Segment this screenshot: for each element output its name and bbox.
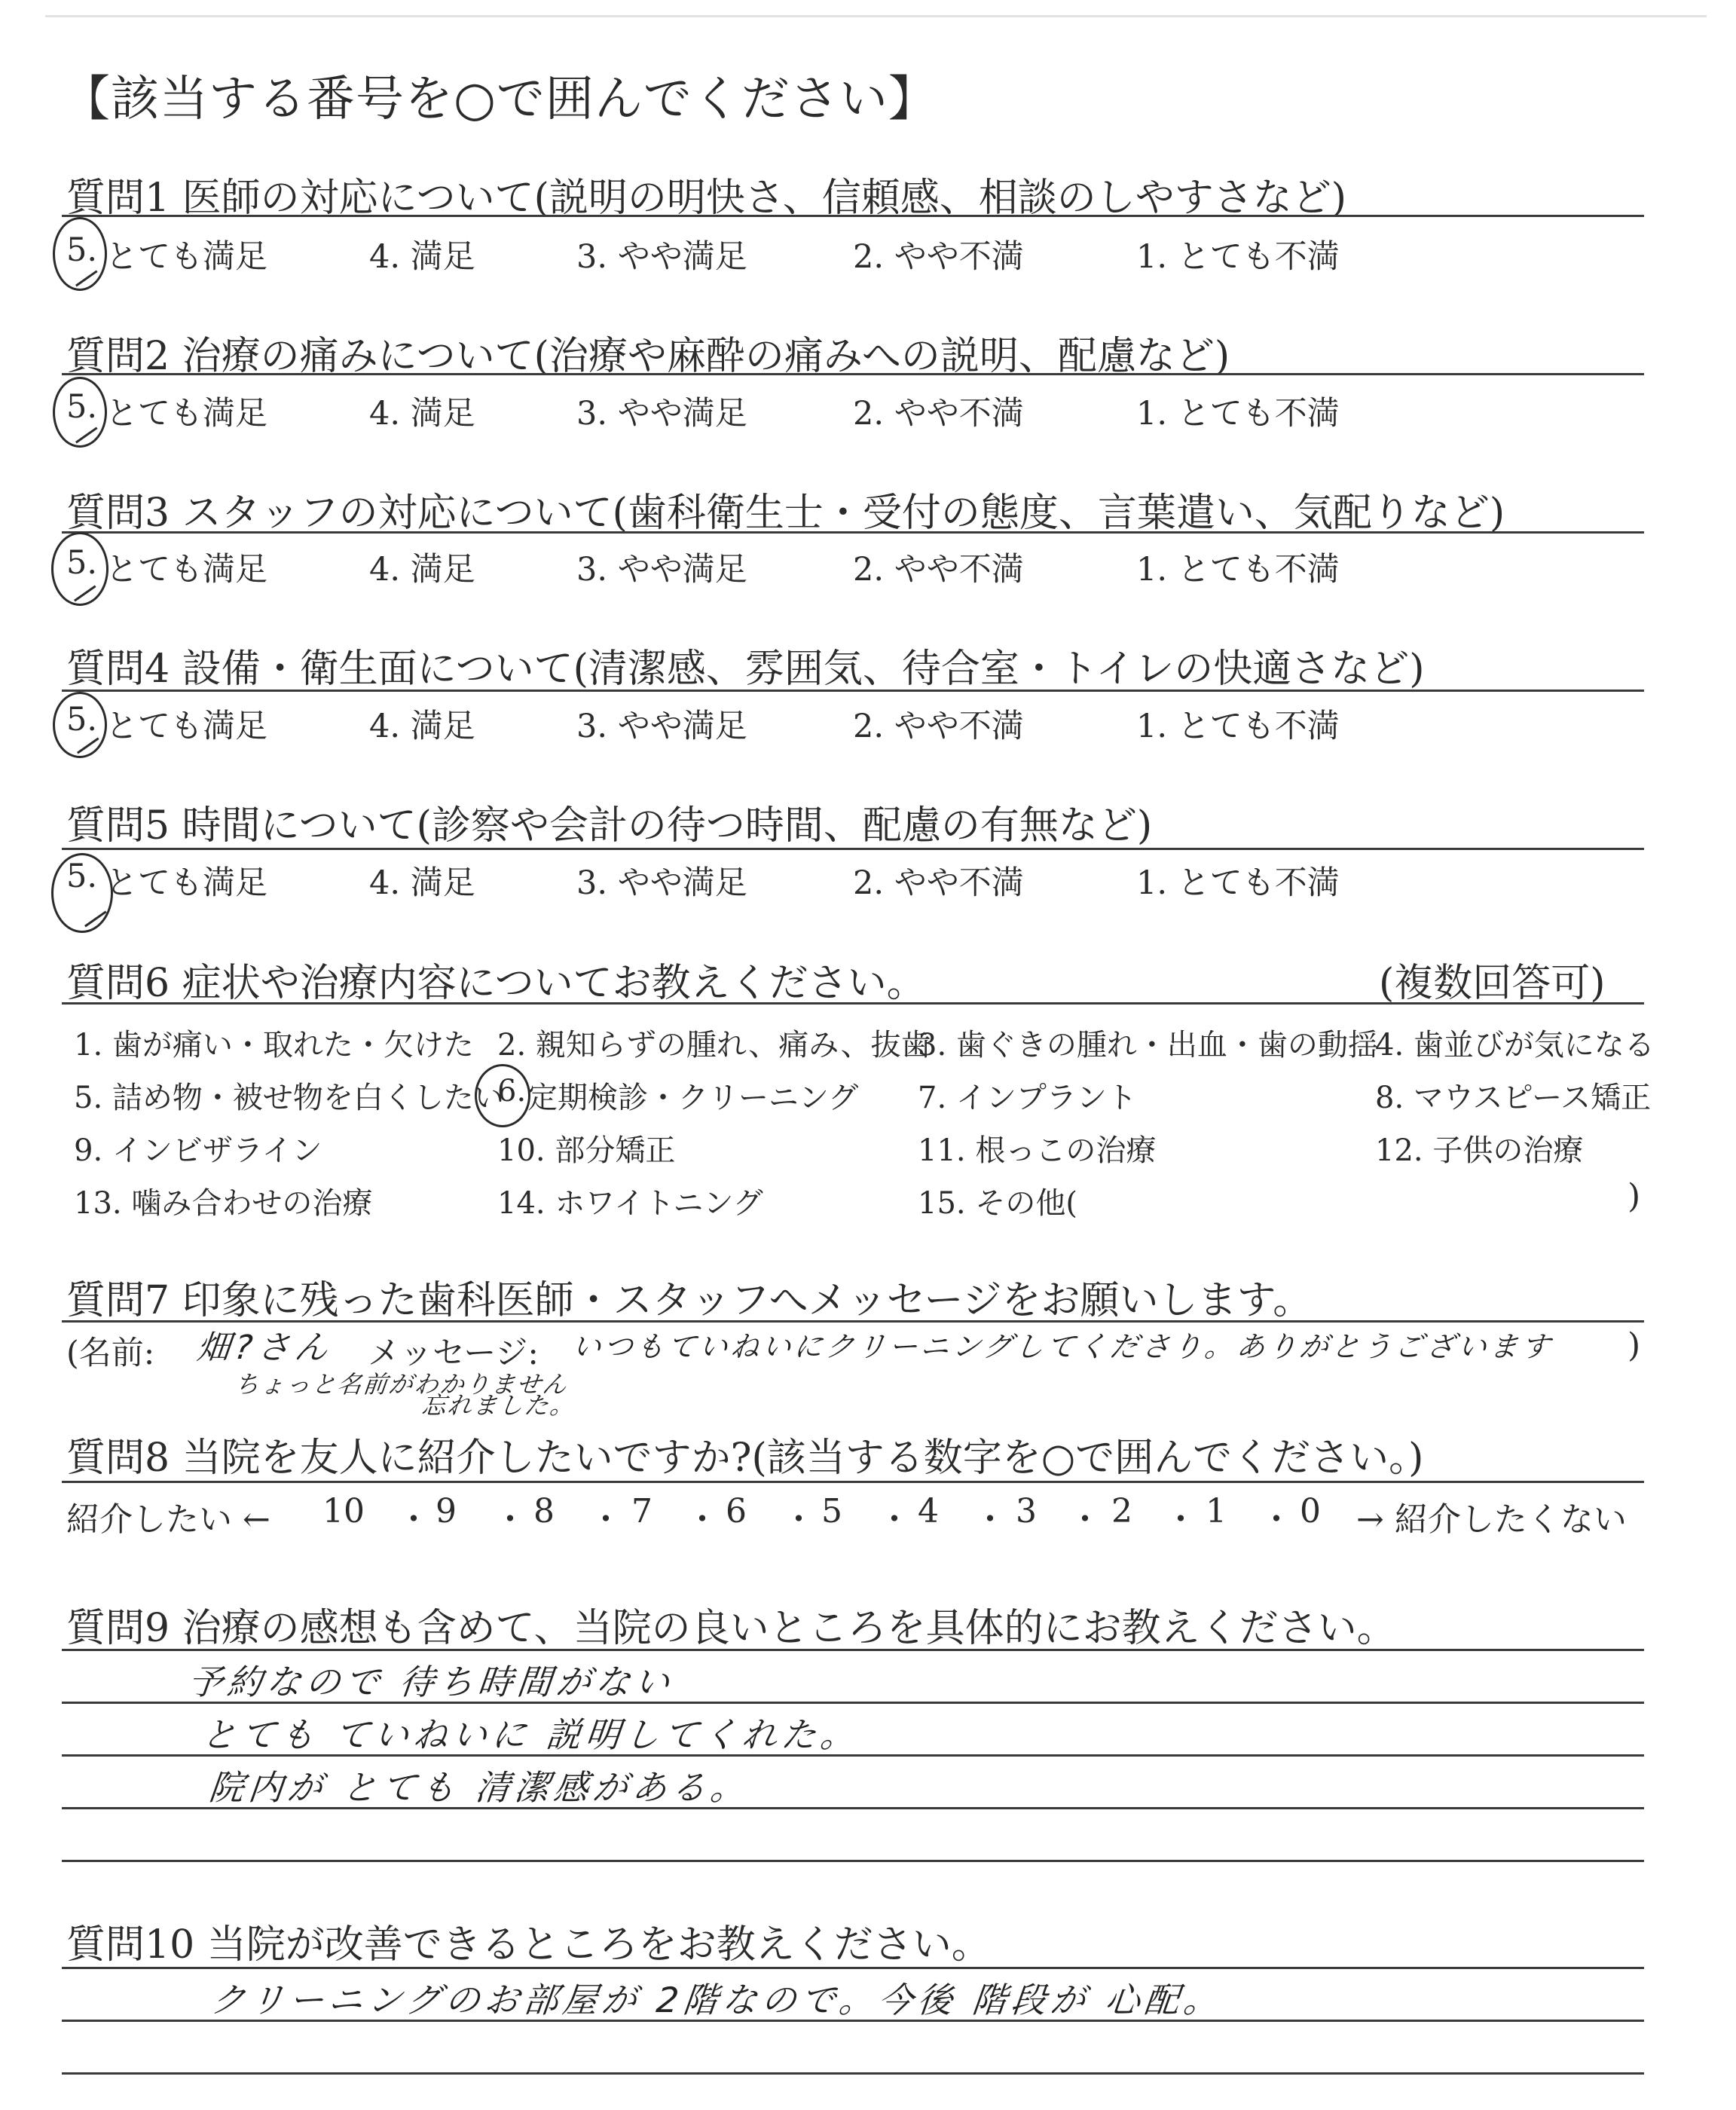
q6-option-15[interactable]: 15. その他( — [918, 1186, 1077, 1221]
question-6-note: (複数回答可) — [1379, 961, 1606, 1006]
q7-message-handwritten[interactable]: いつもていねいにクリーニングしてくださり。ありがとうございます — [570, 1330, 1555, 1363]
q7-name-note-line2: 忘れました。 — [420, 1391, 577, 1420]
q8-dot: ・ — [686, 1500, 719, 1539]
q1-option-4[interactable]: 4. 満足 — [369, 238, 475, 276]
q3-option-3[interactable]: 3. やや満足 — [576, 551, 747, 589]
q6-option-10[interactable]: 10. 部分矯正 — [497, 1133, 676, 1168]
q3-option-4[interactable]: 4. 満足 — [369, 551, 475, 589]
question-1-label: 質問1 医師の対応について(説明の明快さ、信頼感、相談のしやすさなど) — [66, 176, 1347, 221]
q2-option-2[interactable]: 2. やや不満 — [853, 395, 1024, 433]
q4-option-3[interactable]: 3. やや満足 — [576, 708, 747, 745]
q7-name-label: (名前: — [66, 1335, 155, 1372]
q8-dot: ・ — [397, 1500, 430, 1539]
q10-line-3 — [62, 2072, 1644, 2075]
q6-option-8[interactable]: 8. マウスピース矯正 — [1375, 1081, 1652, 1115]
q8-right-label: → 紹介したくない — [1356, 1500, 1627, 1539]
q2-option-5[interactable]: 5. — [66, 388, 98, 426]
q6-option-4[interactable]: 4. 歯並びが気になる — [1375, 1028, 1655, 1063]
q10-answer-line-1[interactable]: クリーニングのお部屋が 2階なので。今後 階段が 心配。 — [208, 1980, 1225, 2020]
q6-option-13[interactable]: 13. 噛み合わせの治療 — [74, 1186, 373, 1221]
q1-option-5-label[interactable]: とても満足 — [105, 238, 267, 276]
q2-option-4[interactable]: 4. 満足 — [369, 395, 475, 433]
q9-line-1 — [62, 1649, 1644, 1651]
q6-option-5[interactable]: 5. 詰め物・被せ物を白くしたい — [74, 1081, 504, 1115]
question-8-label: 質問8 当院を友人に紹介したいですか?(該当する数字を○で囲んでください。) — [66, 1436, 1424, 1481]
q2-selection-circle — [53, 377, 107, 448]
q9-answer-line-3[interactable]: 院内が とても 清潔感がある。 — [206, 1767, 752, 1808]
top-border — [45, 15, 1707, 17]
q8-score-9[interactable]: 9 — [436, 1492, 457, 1531]
q4-option-2[interactable]: 2. やや不満 — [853, 708, 1024, 745]
q7-name-handwritten[interactable]: 畑?さん — [194, 1329, 335, 1367]
q8-score-3[interactable]: 3 — [1016, 1492, 1037, 1531]
q6-selection-circle — [475, 1064, 530, 1127]
q8-dot: ・ — [589, 1500, 622, 1539]
q8-left-label: 紹介したい ← — [66, 1500, 270, 1539]
question-6-rule — [62, 1002, 1644, 1005]
q8-dot: ・ — [973, 1500, 1007, 1539]
page-title: 【該当する番号を○で囲んでください】 — [62, 72, 937, 127]
q8-dot: ・ — [494, 1500, 527, 1539]
question-2-label: 質問2 治療の痛みについて(治療や麻酔の痛みへの説明、配慮など) — [66, 334, 1230, 379]
q6-option-6-number[interactable]: 6. — [497, 1074, 527, 1109]
question-6-label: 質問6 症状や治療内容についてお教えください。 — [66, 961, 926, 1006]
q8-dot: ・ — [1164, 1500, 1197, 1539]
question-4-label: 質問4 設備・衛生面について(清潔感、雰囲気、待合室・トイレの快適さなど) — [66, 647, 1425, 692]
q5-selection-circle — [51, 853, 113, 933]
q8-score-0[interactable]: 0 — [1300, 1492, 1321, 1531]
question-7-label: 質問7 印象に残った歯科医師・スタッフへメッセージをお願いします。 — [66, 1278, 1313, 1323]
q1-selection-circle — [53, 217, 107, 291]
question-5-rule — [62, 848, 1644, 850]
q5-option-3[interactable]: 3. やや満足 — [576, 864, 747, 902]
q9-answer-line-2[interactable]: とても ていねいに 説明してくれた。 — [199, 1714, 862, 1755]
q1-option-5[interactable]: 5. — [66, 231, 98, 269]
q5-option-2[interactable]: 2. やや不満 — [853, 864, 1024, 902]
q1-option-1[interactable]: 1. とても不満 — [1136, 238, 1340, 276]
q7-close-paren: ) — [1628, 1326, 1641, 1365]
q3-option-1[interactable]: 1. とても不満 — [1136, 551, 1340, 589]
question-8-rule — [62, 1481, 1644, 1483]
q6-option-9[interactable]: 9. インビザライン — [74, 1133, 322, 1168]
q6-option-3[interactable]: 3. 歯ぐきの腫れ・出血・歯の動揺 — [918, 1028, 1378, 1063]
q8-dot: ・ — [1260, 1500, 1293, 1539]
q4-option-5[interactable]: 5. — [66, 701, 98, 738]
q6-option-12[interactable]: 12. 子供の治療 — [1375, 1133, 1584, 1168]
q8-dot: ・ — [1068, 1500, 1102, 1539]
question-3-label: 質問3 スタッフの対応について(歯科衛生士・受付の態度、言葉遣い、気配りなど) — [66, 491, 1505, 536]
q2-option-1[interactable]: 1. とても不満 — [1136, 395, 1340, 433]
q1-option-2[interactable]: 2. やや不満 — [853, 238, 1024, 276]
q5-option-4[interactable]: 4. 満足 — [369, 864, 475, 902]
q8-score-4[interactable]: 4 — [918, 1492, 939, 1531]
q8-score-5[interactable]: 5 — [821, 1492, 842, 1531]
q4-option-4[interactable]: 4. 満足 — [369, 708, 475, 745]
q6-option-1[interactable]: 1. 歯が痛い・取れた・欠けた — [74, 1028, 474, 1063]
question-10-label: 質問10 当院が改善できるところをお教えください。 — [66, 1922, 991, 1968]
q9-answer-line-1[interactable]: 予約なので 待ち時間がない — [185, 1662, 677, 1702]
q8-score-8[interactable]: 8 — [533, 1492, 555, 1531]
q3-option-2[interactable]: 2. やや不満 — [853, 551, 1024, 589]
q6-option-6-label[interactable]: 定期検診・クリーニング — [527, 1081, 859, 1115]
q9-line-5 — [62, 1860, 1644, 1862]
q4-selection-circle — [53, 692, 107, 758]
q8-score-10[interactable]: 10 — [322, 1492, 365, 1531]
question-9-label: 質問9 治療の感想も含めて、当院の良いところを具体的にお教えください。 — [66, 1606, 1396, 1651]
q2-option-3[interactable]: 3. やや満足 — [576, 395, 747, 433]
q8-score-2[interactable]: 2 — [1111, 1492, 1132, 1531]
q8-score-1[interactable]: 1 — [1206, 1492, 1227, 1531]
q8-dot: ・ — [782, 1500, 815, 1539]
q8-dot: ・ — [878, 1500, 911, 1539]
q8-score-7[interactable]: 7 — [631, 1492, 653, 1531]
question-2-rule — [62, 373, 1644, 375]
q6-option-7[interactable]: 7. インプラント — [918, 1081, 1137, 1115]
q7-name-note-line1: ちょっと名前がわかりません — [233, 1370, 570, 1399]
q6-option-14[interactable]: 14. ホワイトニング — [497, 1186, 763, 1221]
q7-message-label: メッセージ: — [368, 1335, 539, 1372]
question-1-rule — [62, 215, 1644, 217]
question-4-rule — [62, 690, 1644, 692]
q5-option-5-label[interactable]: とても満足 — [105, 864, 267, 902]
question-3-rule — [62, 531, 1644, 534]
question-5-label: 質問5 時間について(診察や会計の待つ時間、配慮の有無など) — [66, 803, 1153, 849]
q4-option-5-label[interactable]: とても満足 — [105, 708, 267, 745]
q6-option-11[interactable]: 11. 根っこの治療 — [918, 1133, 1157, 1168]
q6-other-close-paren: ) — [1628, 1177, 1641, 1216]
q1-option-3[interactable]: 3. やや満足 — [576, 238, 747, 276]
q3-option-5[interactable]: 5. — [66, 544, 98, 582]
q5-option-5[interactable]: 5. — [66, 858, 98, 895]
q6-option-2[interactable]: 2. 親知らずの腫れ、痛み、抜歯 — [497, 1028, 931, 1063]
q4-option-1[interactable]: 1. とても不満 — [1136, 708, 1340, 745]
q5-option-1[interactable]: 1. とても不満 — [1136, 864, 1340, 902]
q2-option-5-label[interactable]: とても満足 — [105, 395, 267, 433]
q8-score-6[interactable]: 6 — [726, 1492, 747, 1531]
q10-line-1 — [62, 1967, 1644, 1969]
q3-option-5-label[interactable]: とても満足 — [105, 551, 267, 589]
